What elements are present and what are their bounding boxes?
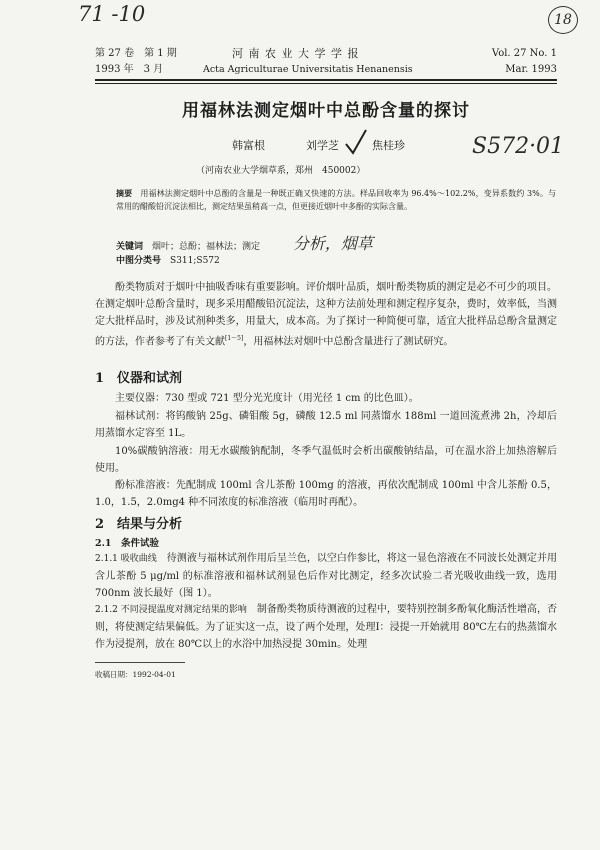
clc-line	[116, 255, 220, 268]
date-cn: 1993 年 3 月	[95, 64, 164, 75]
affiliation: （河南农业大学烟草系，郑州 450002）	[196, 166, 366, 176]
section-2-p2-text: 制备酚类物质待测液的过程中，要特别控制多酚氧化酶活性增高，否则，将使测定结果偏低。为了证实这一点，设了两个处理，处理Ⅰ：浸提一开始就用 80℃左右的热蒸馏水作为浸提剂，放在 80℃以上的水浴中加热浸提 30min。处理	[95, 604, 557, 650]
abstract-label: 摘要	[116, 188, 133, 198]
received-date: 收稿日期：1992-04-01	[95, 670, 176, 679]
section-1-p1: 主要仪器：730 型或 721 型分光光度计（用光径 1 cm 的比色皿）。	[115, 393, 419, 404]
clc-number: S311;S572	[170, 256, 220, 266]
section-2-p1	[95, 550, 557, 602]
intro-ref: [1～5]	[225, 335, 244, 342]
section-1-heading: 1 仪器和试剂	[95, 371, 183, 386]
checkmark-icon	[344, 128, 368, 156]
section-2-p2-label: 2.1.2 不同浸提温度对测定结果的影响	[95, 605, 247, 615]
section-1-p3: 10%碳酸钠溶液：用无水碳酸钠配制，冬季气温低时会析出碳酸钠结晶，可在温水浴上加热溶解后使用。	[95, 446, 557, 474]
volume-cn: 第 27 卷 第 1 期	[95, 48, 177, 59]
handwritten-call-number: 71 -10	[78, 2, 146, 26]
section-2-p1-label: 2.1.1 吸收曲线	[95, 554, 157, 564]
intro-text: 酚类物质对于烟叶中抽吸香味有重要影响。评价烟叶品质，烟叶酚类物质的测定是必不可少的项目。在测定烟叶总酚含量时，现多采用醋酸铅沉淀法，这种方法前处理和测定程序复杂，费时，效率低，当测定大批样品时，涉及试剂种类多，用量大，成本高。为了探讨一种简便可靠，适宜大批样品总酚含量测定的方法，作者参考了有关文献	[95, 282, 557, 348]
handwritten-circled-number: 18	[548, 6, 578, 34]
clc-label: 中图分类号	[116, 256, 162, 266]
journal-en: Acta Agriculturae Universitatis Henanensis	[203, 64, 413, 75]
abstract	[116, 187, 556, 213]
footnote-rule	[95, 662, 185, 663]
keywords-label: 关键词	[116, 242, 144, 252]
abstract-text: 用福林法测定烟叶中总酚的含量是一种既正确又快速的方法。样品回收率为 96.4%～102.2%，变异系数约 3%。与常用的醋酸铅沉淀法相比，测定结果虽稍高一点，但更接近烟叶中多酚的实际含量。	[116, 189, 557, 211]
intro-paragraph	[95, 279, 557, 350]
paper-title: 用福林法测定烟叶中总酚含量的探讨	[182, 101, 470, 121]
author-1: 韩富根	[232, 139, 265, 152]
author-2: 刘学芝	[306, 139, 339, 152]
section-1-p2: 福林试剂：将钨酸钠 25g、磷钼酸 5g，磷酸 12.5 ml 同蒸馏水 188ml 一道回流煮沸 2h，冷却后用蒸馏水定容至 1L。	[95, 411, 557, 439]
section-2-p2	[95, 601, 557, 653]
keywords-line	[116, 234, 556, 254]
date-en: Mar. 1993	[505, 64, 557, 75]
section-2-heading: 2 结果与分析	[95, 517, 183, 532]
intro-text-end: ，用福林法对烟叶中总酚含量进行了测试研究。	[243, 336, 454, 348]
keywords: 烟叶；总酚；福林法；测定	[152, 242, 261, 252]
volume-en: Vol. 27 No. 1	[491, 48, 557, 59]
handwritten-keywords: 分析，烟草	[292, 234, 373, 253]
section-1-p4: 酚标准溶液：先配制成 100ml 含儿茶酚 100mg 的溶液，再依次配制成 100ml 中含儿茶酚 0.5，1.0，1.5，2.0mg4 种不同浓度的标准溶液（临用时再配）。	[95, 480, 557, 508]
author-3: 焦桂珍	[372, 139, 405, 152]
header-rule-thin	[95, 83, 557, 84]
handwritten-classification: S572·01	[472, 134, 565, 159]
subsection-2-1-heading: 2.1 条件试验	[95, 538, 160, 549]
section-2-p1-text: 待测液与福林试剂作用后呈兰色，以空白作参比，将这一显色溶液在不同波长处测定并用含儿茶酚 5 μg/ml 的标准溶液和福林试剂显色后作对比测定，经多次试验二者光吸收曲线一致，选用 700nm 波长最好（图 1）。	[95, 553, 558, 599]
journal-cn: 河 南 农 业 大 学 学 报	[232, 47, 360, 60]
header-rule	[95, 79, 557, 81]
